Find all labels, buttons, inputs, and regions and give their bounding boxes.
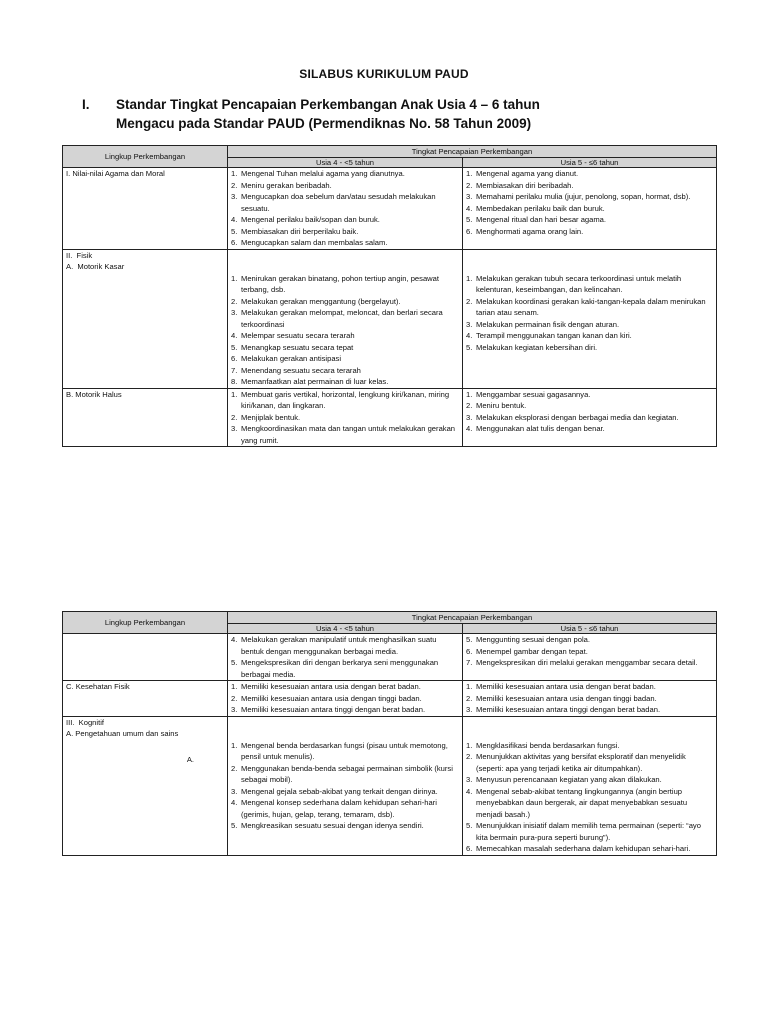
aspect-label: II. Fisik: [66, 250, 93, 260]
aspect-label: III. Kognitif: [66, 717, 104, 727]
item-number: 6.: [466, 844, 473, 853]
table-row: [63, 681, 717, 717]
list-item: [231, 423, 459, 446]
item-number: 7.: [231, 365, 238, 375]
item-number: 2.: [231, 763, 238, 773]
achievement-cell: [463, 168, 717, 250]
item-number: 3.: [466, 412, 473, 422]
item-text: Menggunakan benda-benda sebagai permainan simbolik (kursi sebagai mobil).: [241, 763, 453, 784]
list-item: [466, 786, 713, 821]
section-heading: [82, 95, 540, 133]
document-title: SILABUS KURIKULUM PAUD: [299, 67, 469, 81]
item-number: 6.: [466, 646, 473, 656]
item-text: Melakukan koordinasi gerakan kaki-tangan-kepala dalam menirukan tarian atau senam.: [476, 296, 706, 317]
section-heading-line2: Mengacu pada Standar PAUD (Permendiknas No. 58 Tahun 2009): [116, 116, 532, 131]
item-number: 3.: [466, 705, 473, 714]
header-tingkat: Tingkat Pencapaian Perkembangan: [228, 146, 717, 158]
achievement-cell: [463, 716, 717, 855]
list-item: [231, 763, 459, 786]
list-item: [231, 681, 459, 693]
item-text: Melakukan gerakan menggantung (bergelayut).: [241, 296, 401, 306]
header-lingkup: Lingkup Perkembangan: [63, 146, 228, 168]
item-text: Menendang sesuatu secara terarah: [241, 365, 361, 375]
item-text: Menangkap sesuatu secara tepat: [241, 342, 354, 352]
aspect-cell: [63, 249, 228, 388]
item-text: Mengucapkan doa sebelum dan/atau sesudah melakukan sesuatu.: [241, 192, 436, 213]
list-item: [231, 740, 459, 763]
item-number: 5.: [466, 215, 473, 224]
achievement-cell: [228, 634, 463, 681]
header-age-5-6: Usia 5 - ≤6 tahun: [463, 158, 717, 168]
item-text: Mengenal agama yang dianut.: [476, 169, 579, 178]
list-item: [231, 412, 459, 424]
item-text: Mengenal ritual dan hari besar agama.: [476, 215, 607, 224]
item-number: 5.: [231, 226, 238, 236]
item-number: 2.: [466, 401, 473, 410]
item-text: Mengenal gejala sebab-akibat yang terkait dengan dirinya.: [241, 786, 438, 796]
item-text: Memiliki kesesuaian antara usia dengan tinggi badan.: [476, 693, 657, 703]
section-heading-line1: Standar Tingkat Pencapaian Perkembangan Anak Usia 4 – 6 tahun: [116, 97, 540, 112]
item-number: 5.: [466, 342, 473, 352]
list-item: [466, 704, 713, 716]
item-text: Memiliki kesesuaian antara usia dengan berat badan.: [241, 682, 421, 691]
item-text: Membiasakan diri berperilaku baik.: [241, 226, 359, 236]
list-item: [466, 681, 713, 693]
item-text: Mengucapkan salam dan membalas salam.: [241, 238, 388, 247]
list-item: [231, 704, 459, 716]
aspect-sublabel: A. Pengetahuan umum dan sains: [66, 729, 179, 738]
list-item: [466, 296, 713, 319]
header-lingkup: Lingkup Perkembangan: [63, 612, 228, 634]
item-number: 1.: [466, 682, 473, 691]
list-item: [466, 412, 713, 424]
item-number: 2.: [231, 296, 238, 306]
item-number: 2.: [466, 693, 473, 703]
item-number: 5.: [231, 821, 238, 830]
list-item: [231, 307, 459, 330]
item-number: 7.: [466, 658, 473, 667]
achievement-list: [231, 389, 459, 447]
list-item: [466, 168, 713, 180]
list-item: [466, 646, 713, 658]
achievement-list: [231, 681, 459, 716]
list-item: [466, 774, 713, 786]
section-number: I.: [82, 97, 90, 112]
item-text: Menggambar sesuai gagasannya.: [476, 389, 591, 399]
item-text: Memiliki kesesuaian antara tinggi dengan berat badan.: [241, 705, 426, 714]
list-item: [231, 226, 459, 238]
item-number: 6.: [466, 226, 473, 236]
item-text: Mengenal konsep sederhana dalam kehidupan sehari-hari (gerimis, hujan, gelap, terang, temaram, dsb).: [241, 798, 437, 819]
header-age-5-6: Usia 5 - ≤6 tahun: [463, 624, 717, 634]
item-number: 6.: [231, 238, 238, 247]
item-number: 2.: [231, 693, 238, 703]
item-text: Melakukan eksplorasi dengan berbagai media dan kegiatan.: [476, 412, 679, 422]
list-item: [231, 237, 459, 249]
item-number: 3.: [231, 192, 238, 201]
achievement-list: [466, 634, 713, 669]
list-item: [231, 168, 459, 180]
aspect-cell: [63, 681, 228, 717]
achievement-cell: [463, 249, 717, 388]
list-item: [466, 400, 713, 412]
achievement-list: [231, 168, 459, 249]
list-item: [466, 751, 713, 774]
aspect-cell: [63, 388, 228, 447]
list-item: [231, 353, 459, 365]
list-item: [466, 203, 713, 215]
list-item: [466, 330, 713, 342]
item-text: Mengekspresikan diri dengan berkarya seni menggunakan berbagai media.: [241, 658, 439, 679]
item-number: 4.: [466, 203, 473, 213]
aspect-label: I. Nilai-nilai Agama dan Moral: [66, 169, 165, 178]
list-item: [231, 786, 459, 798]
item-number: 1.: [231, 740, 238, 750]
achievement-cell: [228, 681, 463, 717]
item-text: Menempel gambar dengan tepat.: [476, 646, 588, 656]
item-number: 3.: [466, 319, 473, 329]
list-item: [231, 389, 459, 412]
syllabus-table-2: [62, 611, 717, 856]
item-text: Memiliki kesesuaian antara usia dengan tinggi badan.: [241, 693, 422, 703]
table-row: [63, 716, 717, 855]
item-text: Menggunting sesuai dengan pola.: [476, 635, 590, 644]
item-number: 4.: [466, 424, 473, 433]
item-number: 4.: [231, 798, 238, 807]
item-text: Menunjukkan inisiatif dalam memilih tema permainan (seperti: “ayo kita bermain pura-pura seperti burung”).: [476, 821, 701, 842]
item-number: 3.: [231, 786, 238, 796]
item-number: 4.: [231, 215, 238, 224]
list-item: [466, 693, 713, 705]
item-number: 2.: [231, 180, 238, 190]
item-number: 3.: [231, 705, 238, 714]
list-item: [231, 330, 459, 342]
syllabus-table-1: [62, 145, 717, 447]
achievement-list: [231, 634, 459, 680]
item-text: Mengkreasikan sesuatu sesuai dengan idenya sendiri.: [241, 821, 424, 830]
item-number: 2.: [466, 296, 473, 306]
item-number: 1.: [231, 169, 238, 178]
item-text: Melempar sesuatu secara terarah: [241, 331, 355, 340]
item-text: Melakukan gerakan antisipasi: [241, 354, 342, 363]
item-number: 6.: [231, 354, 238, 363]
item-number: 5.: [231, 342, 238, 352]
item-number: 1.: [466, 273, 473, 283]
item-text: Menunjukkan aktivitas yang bersifat eksploratif dan menyelidik (seperti: apa yang terjadi ketika air ditumpahkan).: [476, 752, 686, 773]
item-text: Melakukan permainan fisik dengan aturan.: [476, 319, 620, 329]
header-age-4-5: Usia 4 - <5 tahun: [228, 624, 463, 634]
item-number: 1.: [466, 169, 473, 178]
achievement-cell: [228, 168, 463, 250]
item-text: Melakukan kegiatan kebersihan diri.: [476, 342, 598, 352]
item-text: Meniru gerakan beribadah.: [241, 180, 332, 190]
list-item: [466, 740, 713, 752]
aspect-marker: A.: [186, 754, 194, 764]
list-item: [231, 191, 459, 214]
header-age-4-5: Usia 4 - <5 tahun: [228, 158, 463, 168]
item-number: 5.: [231, 658, 238, 667]
item-text: Membuat garis vertikal, horizontal, lengkung kiri/kanan, miring kiri/kanan, dan lingkaran.: [241, 389, 450, 410]
aspect-label: B. Motorik Halus: [66, 389, 122, 399]
aspect-cell: [63, 168, 228, 250]
item-number: 4.: [231, 635, 238, 644]
header-tingkat: Tingkat Pencapaian Perkembangan: [228, 612, 717, 624]
item-number: 2.: [231, 412, 238, 422]
item-text: Mengkoordinasikan mata dan tangan untuk melakukan gerakan yang rumit.: [241, 424, 456, 445]
item-text: Menggunakan alat tulis dengan benar.: [476, 424, 605, 433]
achievement-cell: [228, 716, 463, 855]
aspect-label: C. Kesehatan Fisik: [66, 682, 130, 691]
item-text: Mengenal Tuhan melalui agama yang dianutnya.: [241, 169, 405, 178]
list-item: [466, 389, 713, 401]
achievement-cell: [228, 388, 463, 447]
item-text: Meniru bentuk.: [476, 401, 527, 410]
list-item: [231, 180, 459, 192]
item-number: 4.: [231, 331, 238, 340]
list-item: [466, 843, 713, 855]
item-text: Menyusun perencanaan kegiatan yang akan dilakukan.: [476, 775, 662, 784]
list-item: [466, 657, 713, 669]
achievement-cell: [463, 388, 717, 447]
item-number: 1.: [231, 389, 238, 399]
item-text: Melakukan gerakan manipulatif untuk menghasilkan suatu bentuk dengan menggunakan berbagai media.: [241, 635, 437, 656]
item-number: 3.: [466, 775, 473, 784]
list-item: [231, 296, 459, 308]
item-text: Memiliki kesesuaian antara tinggi dengan berat badan.: [476, 705, 661, 714]
item-text: Menirukan gerakan binatang, pohon tertiup angin, pesawat terbang, dsb.: [241, 273, 439, 294]
item-text: Mengenal sebab-akibat tentang lingkungannya (angin bertiup menyebabkan daun bergerak, air dapat menyebabkan sesuatu menjadi basah.): [476, 786, 688, 819]
list-item: [231, 273, 459, 296]
item-number: 3.: [231, 424, 238, 433]
list-item: [466, 423, 713, 435]
item-text: Memecahkan masalah sederhana dalam kehidupan sehari-hari.: [476, 844, 691, 853]
item-text: Melakukan gerakan tubuh secara terkoordinasi untuk melatih kelenturan, keseimbangan, dan kelincahan.: [476, 273, 682, 294]
list-item: [466, 191, 713, 203]
list-item: [231, 214, 459, 226]
item-text: Membiasakan diri beribadah.: [476, 180, 574, 190]
aspect-sublabel: A. Motorik Kasar: [66, 262, 125, 271]
table-row: [63, 168, 717, 250]
item-text: Mengenal benda berdasarkan fungsi (pisau untuk memotong, pensil untuk menulis).: [241, 740, 448, 761]
list-item: [231, 657, 459, 680]
list-item: [466, 180, 713, 192]
item-number: 5.: [466, 635, 473, 644]
achievement-list: [231, 273, 459, 388]
item-number: 1.: [231, 273, 238, 283]
table-row: [63, 388, 717, 447]
aspect-cell: [63, 716, 228, 855]
list-item: [466, 214, 713, 226]
item-text: Mengklasifikasi benda berdasarkan fungsi.: [476, 740, 620, 750]
item-number: 4.: [466, 786, 473, 796]
achievement-cell: [463, 634, 717, 681]
table-row: [63, 634, 717, 681]
achievement-list: [466, 168, 713, 237]
achievement-list: [231, 740, 459, 832]
achievement-list: [466, 681, 713, 716]
list-item: [466, 342, 713, 354]
item-text: Mengekspresikan diri melalui gerakan menggambar secara detail.: [476, 658, 698, 667]
list-item: [231, 342, 459, 354]
item-number: 1.: [231, 682, 238, 691]
item-number: 1.: [466, 740, 473, 750]
item-text: Memiliki kesesuaian antara usia dengan berat badan.: [476, 682, 656, 691]
item-number: 4.: [466, 331, 473, 340]
item-text: Memahami perilaku mulia (jujur, penolong, sopan, hormat, dsb).: [476, 192, 691, 201]
item-number: 2.: [466, 752, 473, 761]
achievement-cell: [228, 249, 463, 388]
item-text: Memanfaatkan alat permainan di luar kelas.: [241, 377, 389, 386]
aspect-cell: [63, 634, 228, 681]
list-item: [231, 693, 459, 705]
list-item: [231, 634, 459, 657]
item-number: 3.: [231, 308, 238, 317]
achievement-list: [466, 273, 713, 354]
list-item: [466, 319, 713, 331]
item-text: Menghormati agama orang lain.: [476, 226, 584, 236]
item-text: Menjiplak bentuk.: [241, 412, 301, 422]
table-row: [63, 249, 717, 388]
item-text: Melakukan gerakan melompat, meloncat, dan berlari secara terkoordinasi: [241, 308, 443, 329]
list-item: [466, 226, 713, 238]
item-number: 1.: [466, 389, 473, 399]
list-item: [231, 797, 459, 820]
item-text: Terampil menggunakan tangan kanan dan kiri.: [476, 331, 632, 340]
list-item: [231, 365, 459, 377]
achievement-cell: [463, 681, 717, 717]
item-text: Mengenal perilaku baik/sopan dan buruk.: [241, 215, 380, 224]
item-number: 5.: [466, 821, 473, 830]
list-item: [466, 634, 713, 646]
list-item: [466, 820, 713, 843]
achievement-list: [466, 389, 713, 435]
item-text: Membedakan perilaku baik dan buruk.: [476, 203, 605, 213]
achievement-list: [466, 740, 713, 855]
item-number: 8.: [231, 377, 238, 386]
list-item: [231, 376, 459, 388]
list-item: [466, 273, 713, 296]
item-number: 3.: [466, 192, 473, 201]
list-item: [231, 820, 459, 832]
item-number: 2.: [466, 180, 473, 190]
